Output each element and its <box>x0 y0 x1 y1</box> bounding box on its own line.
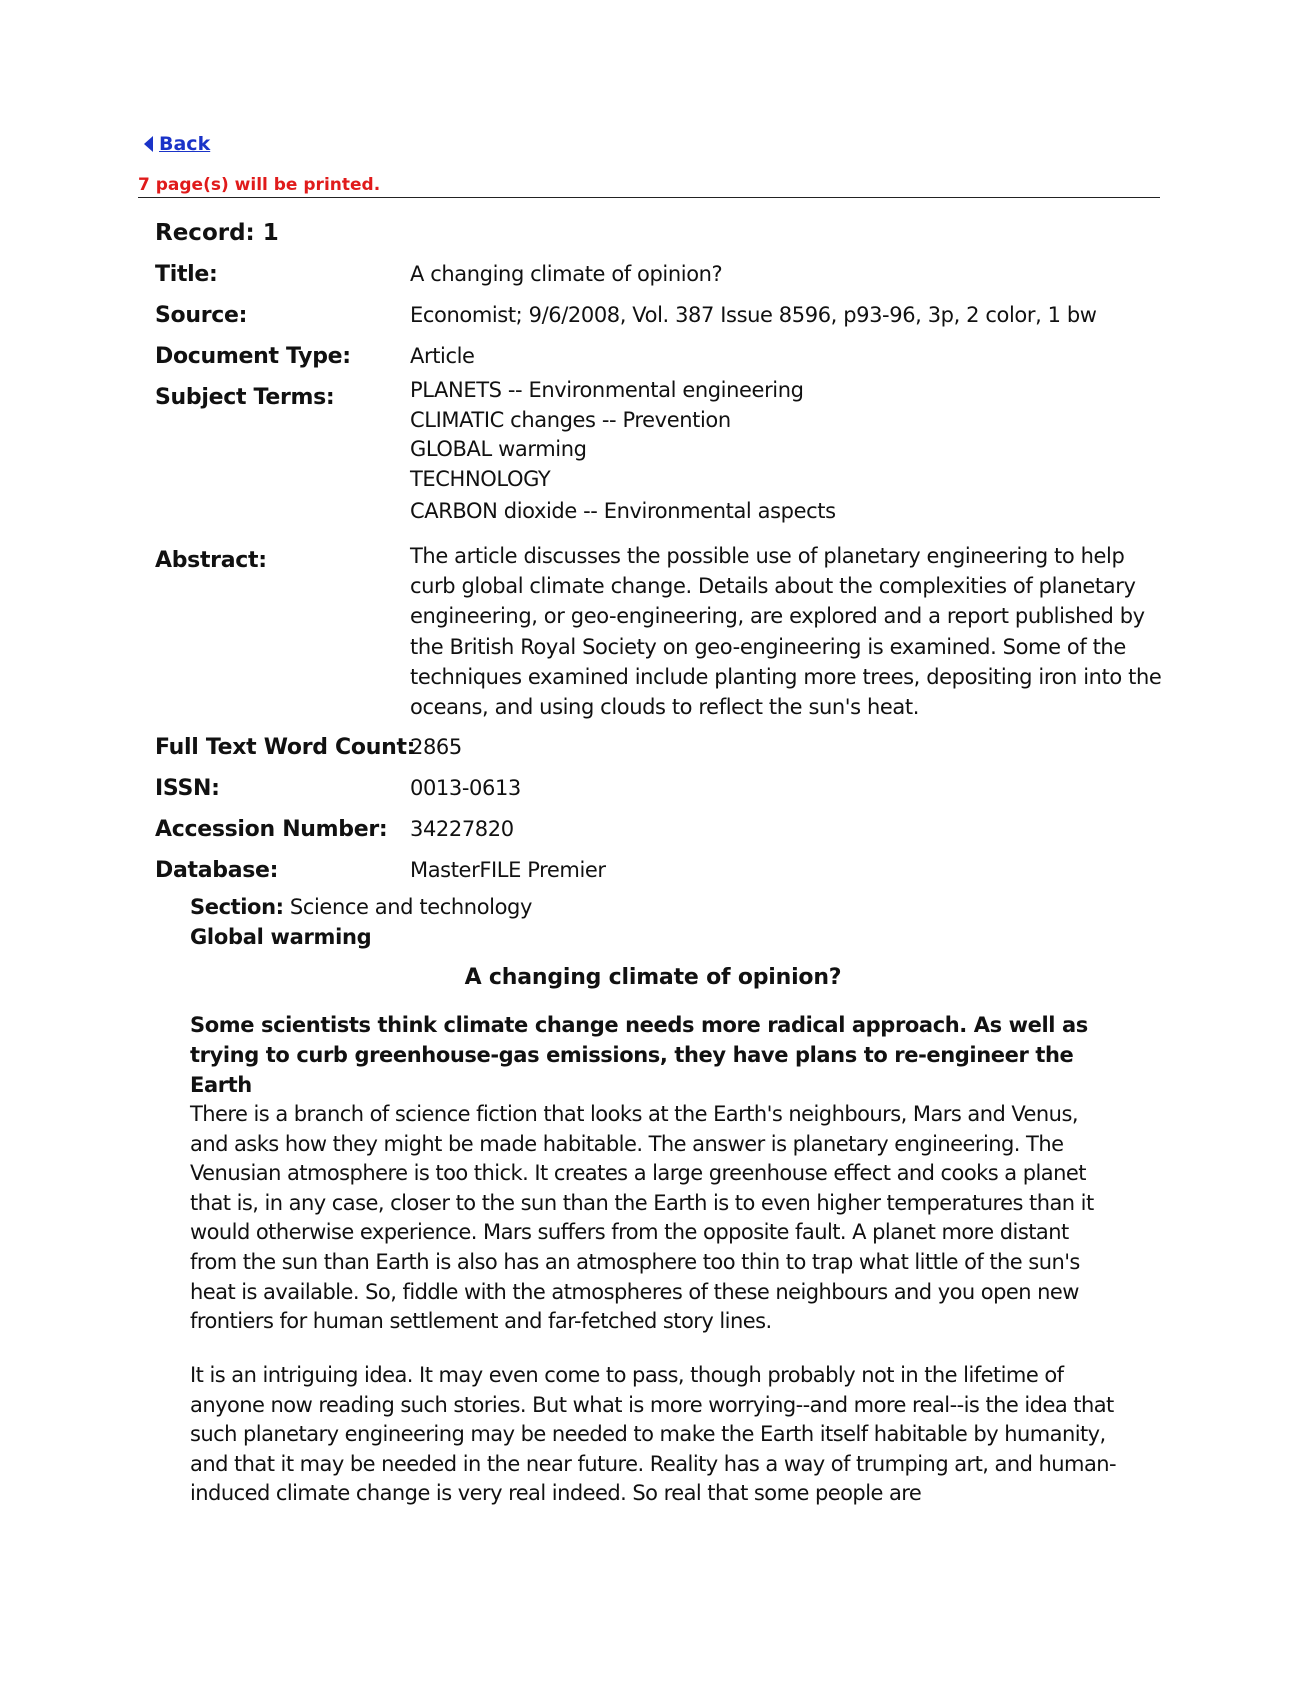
document-type-label: Document Type: <box>155 344 351 369</box>
abstract-label: Abstract: <box>155 548 267 573</box>
issn-value: 0013-0613 <box>410 776 521 800</box>
article-title: A changing climate of opinion? <box>464 965 842 990</box>
title-value: A changing climate of opinion? <box>410 262 723 286</box>
back-link[interactable] <box>144 133 210 155</box>
database-label: Database: <box>155 858 279 883</box>
accession-number-label: Accession Number: <box>155 817 388 842</box>
back-label: Back <box>159 133 211 155</box>
subject-term: GLOBAL warming <box>410 437 587 461</box>
subject-terms-label: Subject Terms: <box>155 385 335 410</box>
back-arrow-icon <box>144 136 153 152</box>
source-label: Source: <box>155 303 248 328</box>
article-section <box>190 895 532 919</box>
subject-term: PLANETS -- Environmental engineering <box>410 378 804 402</box>
article-kicker: Global warming <box>190 925 372 949</box>
article-paragraph: It is an intriguing idea. It may even come to pass, though probably not in the lifetime of anyone now reading such stories. But what is more worrying--and more real--is the idea that such planetary engineering may be needed to make the Earth itself habitable by humanity, and that it may be needed in the near future. Reality has a way of trumping art, and human-induced climate change is very real indeed. So real that some people are <box>190 1363 1117 1506</box>
section-label: Section: <box>190 895 284 919</box>
record-heading: Record: 1 <box>155 220 279 246</box>
word-count-label: Full Text Word Count: <box>155 735 416 760</box>
source-value: Economist; 9/6/2008, Vol. 387 Issue 8596, p93-96, 3p, 2 color, 1 bw <box>410 303 1097 327</box>
divider <box>138 197 1160 198</box>
issn-label: ISSN: <box>155 776 220 801</box>
section-value: Science and technology <box>289 895 532 919</box>
document-type-value: Article <box>410 344 475 368</box>
subject-term: CLIMATIC changes -- Prevention <box>410 407 731 432</box>
word-count-value: 2865 <box>410 735 462 759</box>
accession-number-value: 34227820 <box>410 817 514 841</box>
article-paragraph: There is a branch of science fiction that looks at the Earth's neighbours, Mars and Venus, and asks how they might be made habitable. The answer is planetary engineering. The Venusian atmosphere is too thick. It creates a large greenhouse effect and cooks a planet that is, in any case, closer to the sun than the Earth is to even higher temperatures than it would otherwise experience. Mars suffers from the opposite fault. A planet more distant from the sun than Earth is also has an atmosphere too thin to trap what little of the sun's heat is available. So, fiddle with the atmospheres of these neighbours and you open new frontiers for human settlement and far-fetched story lines. <box>190 1102 1094 1334</box>
subject-term: CARBON dioxide -- Environmental aspects <box>410 499 836 523</box>
database-value: MasterFILE Premier <box>410 858 606 882</box>
subject-term: TECHNOLOGY <box>410 466 551 491</box>
title-label: Title: <box>155 262 218 287</box>
subject-terms-list <box>410 376 836 527</box>
abstract-value: The article discusses the possible use of planetary engineering to help curb global climate change. Details about the complexities of planetary engineering, or geo-engineering, are explored and a report published by the British Royal Society on geo-engineering is examined. Some of the techniques examined include planting more trees, depositing iron into the oceans, and using clouds to reflect the sun's heat. <box>410 544 1162 720</box>
print-page-count-note: 7 page(s) will be printed. <box>138 175 381 195</box>
article-deck: Some scientists think climate change needs more radical approach. As well as trying to curb greenhouse-gas emissions, they have plans to re-engineer the Earth <box>190 1013 1088 1097</box>
